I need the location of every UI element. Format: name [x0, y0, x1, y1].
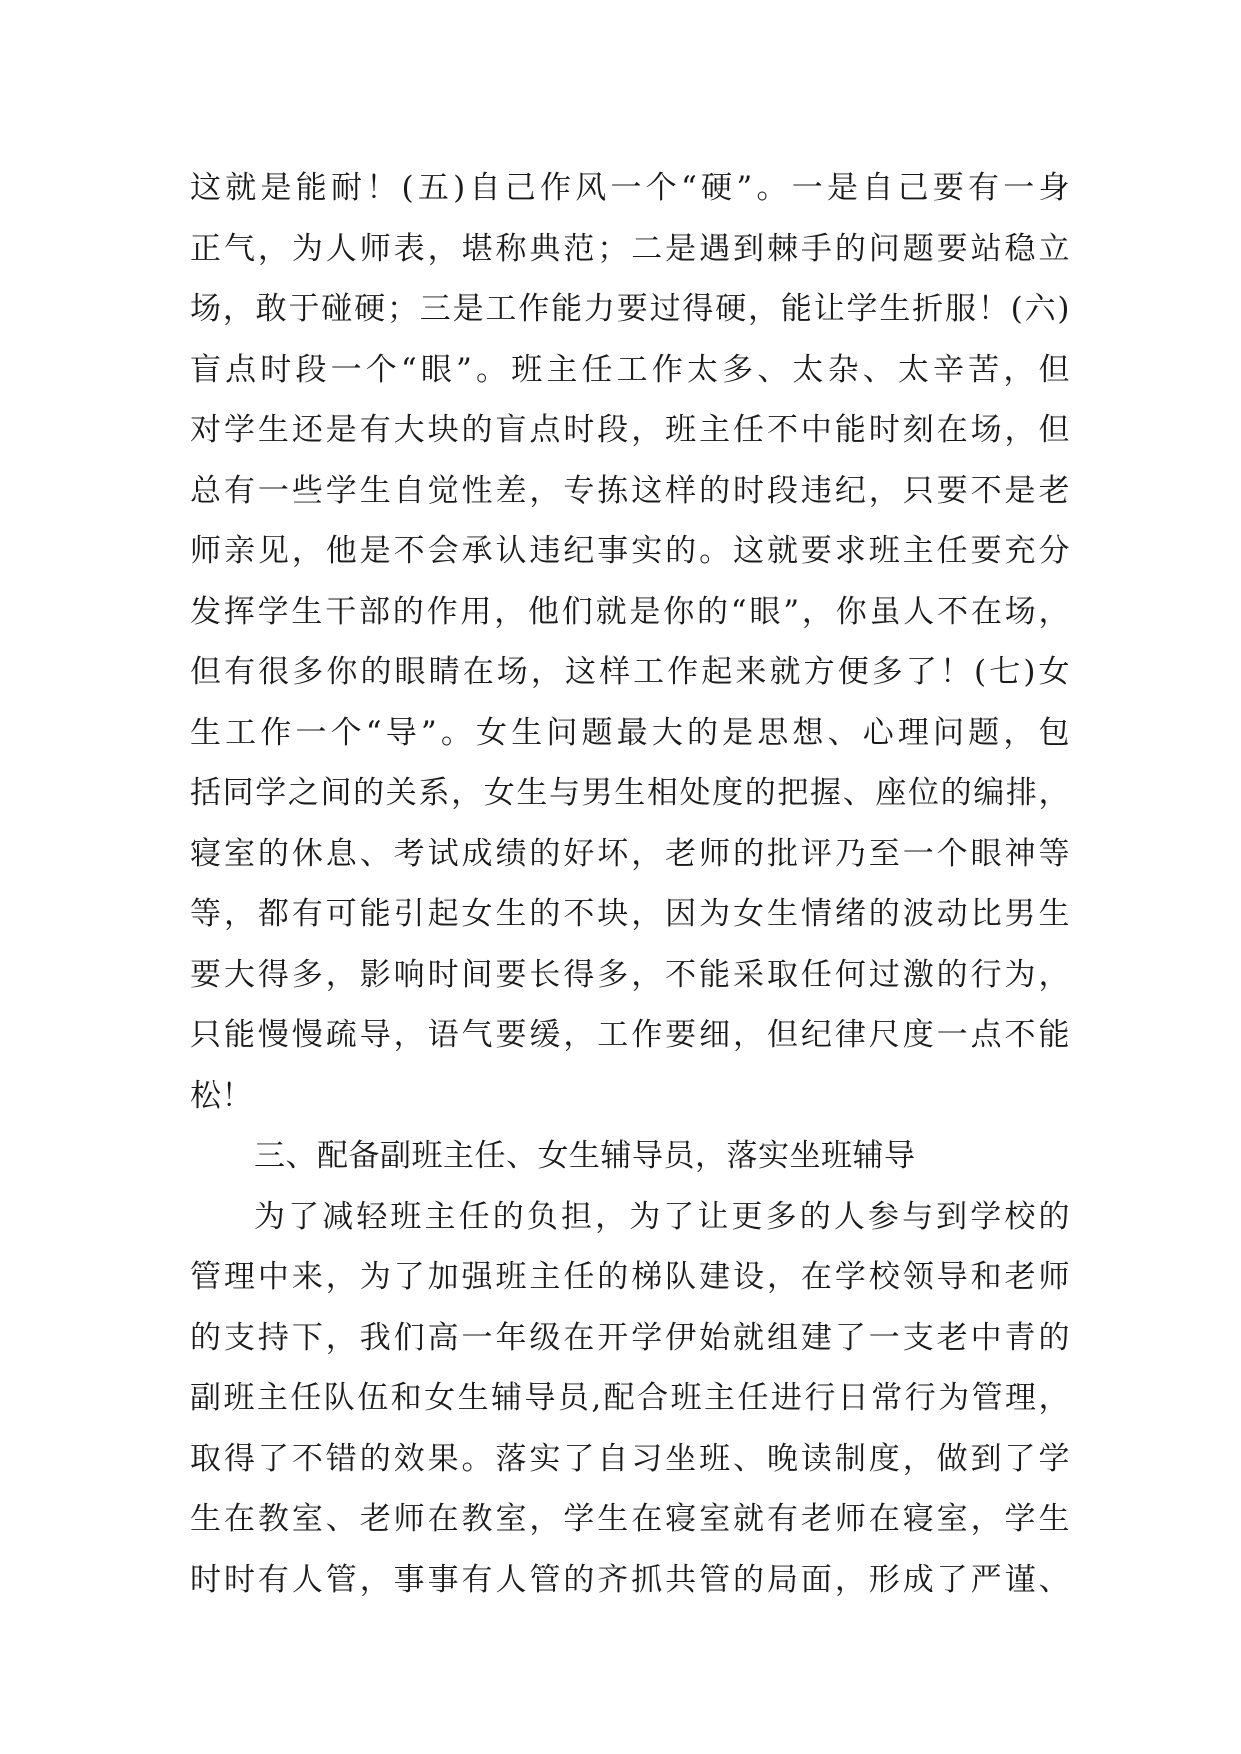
- text-line: 场，敢于碰硬；三是工作能力要过得硬，能让学生折服！(六): [190, 291, 1070, 327]
- document-body: [190, 158, 1070, 1610]
- text-line: 的支持下，我们高一年级在开学伊始就组建了一支老中青的: [190, 1319, 1070, 1356]
- text-line: 发挥学生干部的作用，他们就是你的“眼”，你虽人不在场，: [190, 593, 1070, 630]
- text-line: 正气，为人师表，堪称典范；二是遇到棘手的问题要站稳立: [190, 230, 1070, 267]
- text-line: 管理中来，为了加强班主任的梯队建设，在学校领导和老师: [190, 1259, 1070, 1295]
- paragraph-deputy-head-teachers: [190, 1187, 1070, 1611]
- text-line: 副班主任队伍和女生辅导员,配合班主任进行日常行为管理，: [190, 1380, 1070, 1416]
- text-line: 时时有人管，事事有人管的齐抓共管的局面，形成了严谨、: [190, 1561, 1070, 1598]
- text-line: 这就是能耐！(五)自己作风一个“硬”。一是自己要有一身: [190, 170, 1070, 206]
- text-line: 括同学之间的关系，女生与男生相处度的把握、座位的编排，: [190, 775, 1070, 811]
- text-line: 盲点时段一个“眼”。班主任工作太多、太杂、太辛苦，但: [190, 351, 1070, 388]
- text-line: 取得了不错的效果。落实了自习坐班、晚读制度，做到了学: [190, 1440, 1070, 1477]
- text-line: 生工作一个“导”。女生问题最大的是思想、心理问题，包: [190, 714, 1070, 751]
- text-line: 只能慢慢疏导，语气要缓，工作要细，但纪律尺度一点不能: [190, 1017, 1070, 1053]
- text-line: 为了减轻班主任的负担，为了让更多的人参与到学校的: [254, 1198, 1070, 1235]
- text-line: 松！: [190, 1077, 253, 1114]
- text-line: 总有一些学生自觉性差，专拣这样的时段违纪，只要不是老: [190, 472, 1070, 509]
- paragraph-five-six-seven: [190, 158, 1070, 1126]
- text-line: 但有很多你的眼睛在场，这样工作起来就方便多了！(七)女: [190, 654, 1070, 690]
- text-line: 对学生还是有大块的盲点时段，班主任不中能时刻在场，但: [190, 412, 1070, 448]
- text-line: 生在教室、老师在教室，学生在寝室就有老师在寝室，学生: [190, 1501, 1070, 1537]
- text-line: 要大得多，影响时间要长得多，不能采取任何过激的行为，: [190, 956, 1070, 993]
- section-heading: 三、配备副班主任、女生辅导员，落实坐班辅导: [254, 1138, 916, 1174]
- text-line: 寝室的休息、考试成绩的好坏，老师的批评乃至一个眼神等: [190, 835, 1070, 872]
- text-line: 师亲见，他是不会承认违纪事实的。这就要求班主任要充分: [190, 533, 1070, 569]
- text-line: 等，都有可能引起女生的不块，因为女生情绪的波动比男生: [190, 896, 1070, 932]
